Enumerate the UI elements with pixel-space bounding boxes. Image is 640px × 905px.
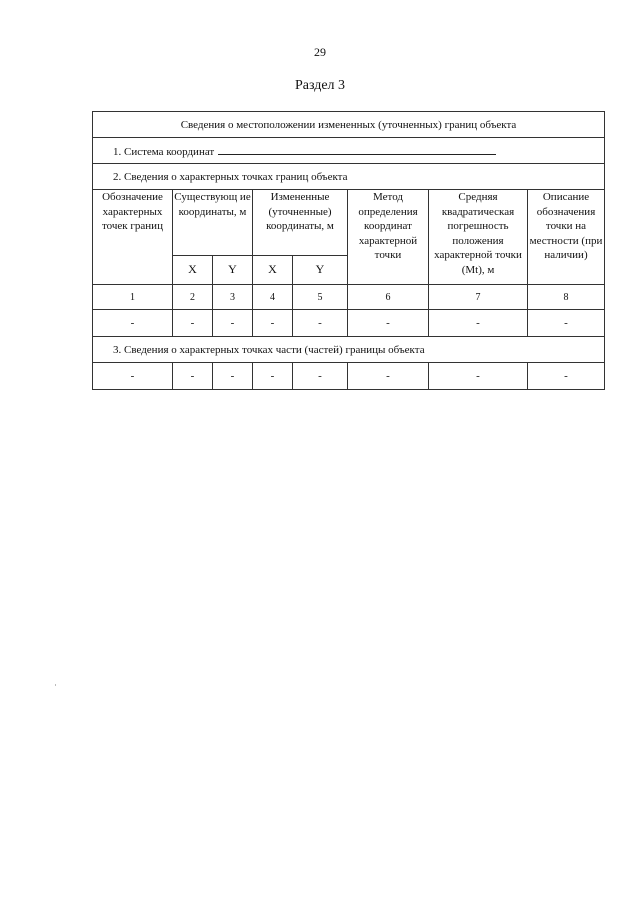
column-number: 7 [429, 285, 528, 310]
table-cell: - [429, 310, 528, 337]
sub-header-x-changed: X [253, 255, 293, 284]
header-method: Метод определения координат характерной точки [348, 190, 429, 285]
section3-row [93, 337, 605, 363]
header-changed-coords: Измененные (уточненные) координаты, м [253, 190, 348, 256]
section-title: Раздел 3 [294, 78, 346, 93]
section3-label: 3. Сведения о характерных точках части (частей) границы объекта [93, 337, 605, 363]
table-cell: - [429, 363, 528, 390]
table-title-row [93, 112, 605, 138]
column-number: 3 [213, 285, 253, 310]
table-cell: - [253, 310, 293, 337]
coord-system-blank-line [218, 144, 496, 155]
table-row [93, 363, 605, 390]
column-number: 1 [93, 285, 173, 310]
table-cell: - [253, 363, 293, 390]
table-cell: - [93, 310, 173, 337]
table-cell: - [348, 310, 429, 337]
coord-system-row [93, 138, 605, 164]
header-row [93, 190, 605, 256]
sub-header-y-existing: Y [213, 255, 253, 284]
column-numbers-row [93, 285, 605, 310]
header-mean-error: Средняя квадратическая погрешность положения характерной точки (Mt), м [429, 190, 528, 285]
table-title: Сведения о местоположении измененных (уточненных) границ объекта [93, 112, 605, 138]
header-existing-coords: Существующ ие координаты, м [173, 190, 253, 256]
section2-row [93, 164, 605, 190]
column-number: 5 [293, 285, 348, 310]
header-point-designation: Обозначение характерных точек границ [93, 190, 173, 285]
table-cell: - [173, 310, 213, 337]
header-description: Описание обозначения точки на местности (при наличии) [528, 190, 605, 285]
table-cell: - [348, 363, 429, 390]
sub-header-x-existing: X [173, 255, 213, 284]
table-cell: - [213, 363, 253, 390]
sub-header-y-changed: Y [293, 255, 348, 284]
table-cell: - [93, 363, 173, 390]
table-cell: - [528, 363, 605, 390]
page-number: 29 [314, 45, 326, 59]
section2-label: 2. Сведения о характерных точках границ объекта [93, 164, 605, 190]
table-cell: - [528, 310, 605, 337]
scan-mark [55, 684, 56, 686]
column-number: 2 [173, 285, 213, 310]
table-cell: - [213, 310, 253, 337]
column-number: 4 [253, 285, 293, 310]
column-number: 8 [528, 285, 605, 310]
table-row [93, 310, 605, 337]
table-cell: - [293, 310, 348, 337]
coord-system-cell [93, 138, 605, 164]
boundaries-table [92, 111, 605, 390]
table-cell: - [173, 363, 213, 390]
table-cell: - [293, 363, 348, 390]
column-number: 6 [348, 285, 429, 310]
coord-system-label: 1. Система координат [113, 145, 215, 158]
